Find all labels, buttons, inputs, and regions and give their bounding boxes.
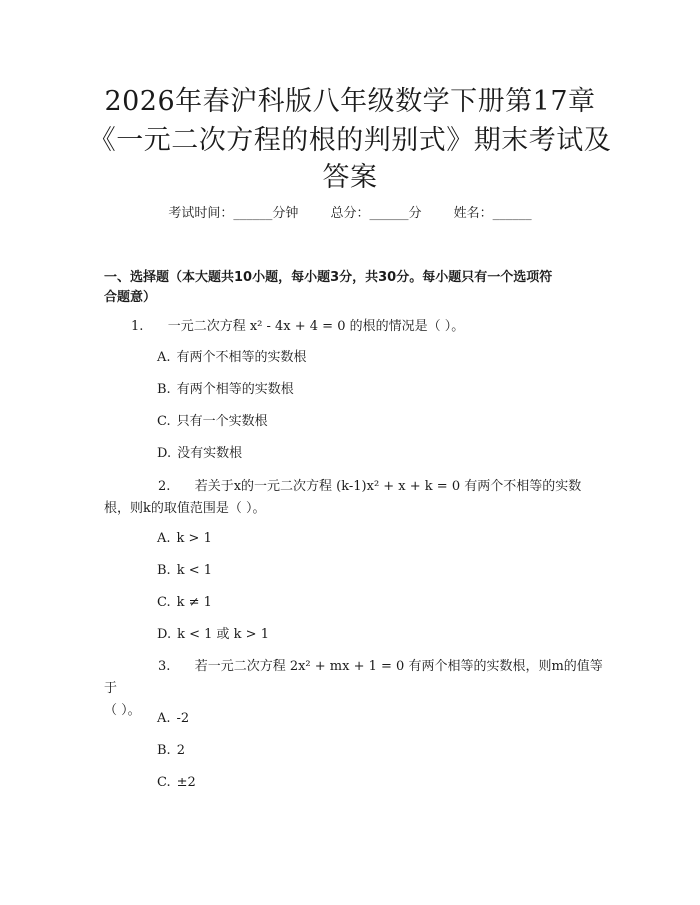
document-title-line-3: 答案: [322, 162, 378, 193]
option-text: k > 1: [176, 531, 212, 546]
section-heading: [104, 268, 604, 308]
option-label: D.: [157, 446, 172, 461]
question-2-text-line-1: 若关于x的一元二次方程 (k-1)x² + x + k = 0 有两个不相等的实数: [194, 479, 582, 494]
option-label: A.: [157, 531, 171, 546]
question-3-text-line-2: （ ）。: [104, 703, 141, 718]
question-2: [104, 476, 604, 520]
question-2-option-a: [157, 529, 212, 549]
option-text: 有两个相等的实数根: [176, 382, 294, 397]
option-text: ±2: [176, 775, 196, 790]
section-heading-line-1: 一、选择题（本大题共10小题，每小题3分，共30分。每小题只有一个选项符: [104, 270, 553, 285]
question-1: [131, 316, 601, 338]
question-3-text-line-1: 若一元二次方程 2x² + mx + 1 = 0 有两个相等的实数根，则m的值等于: [104, 659, 603, 696]
question-2-number: 2.: [158, 479, 171, 494]
question-1-option-b: [157, 380, 294, 400]
option-label: A.: [157, 350, 171, 365]
question-2-option-b: [157, 561, 212, 581]
question-2-text-line-2: 根，则k的取值范围是（ ）。: [104, 501, 266, 516]
question-3-option-a: [157, 709, 189, 729]
option-text: k ≠ 1: [176, 595, 212, 610]
exam-time: 考试时间：______分钟: [168, 206, 299, 221]
option-text: 有两个不相等的实数根: [176, 350, 307, 365]
option-label: C.: [157, 775, 171, 790]
question-1-option-d: [157, 444, 242, 464]
question-2-option-c: [157, 593, 212, 613]
option-text: k < 1: [176, 563, 212, 578]
question-3-option-c: [157, 773, 196, 793]
document-title-line-2: 《一元二次方程的根的判别式》期末考试及: [88, 125, 612, 156]
question-3-number: 3.: [158, 659, 171, 674]
option-label: D.: [157, 627, 172, 642]
option-label: B.: [157, 563, 171, 578]
student-name-field: 姓名：______: [453, 206, 532, 221]
option-text: 2: [176, 743, 185, 758]
option-text: k < 1 或 k > 1: [177, 627, 269, 642]
option-label: A.: [157, 711, 171, 726]
question-1-text: 一元二次方程 x² - 4x + 4 = 0 的根的情况是（ ）。: [167, 319, 465, 334]
option-text: -2: [176, 711, 190, 726]
question-1-option-c: [157, 412, 268, 432]
option-text: 只有一个实数根: [176, 414, 268, 429]
question-3-option-b: [157, 741, 185, 761]
section-heading-line-2: 合题意）: [104, 290, 157, 305]
document-title-line-1: 2026年春沪科版八年级数学下册第17章: [104, 86, 596, 117]
option-text: 没有实数根: [177, 446, 243, 461]
exam-meta: [0, 205, 700, 223]
question-1-option-a: [157, 348, 307, 368]
option-label: C.: [157, 595, 171, 610]
option-label: C.: [157, 414, 171, 429]
option-label: B.: [157, 382, 171, 397]
question-2-option-d: [157, 625, 269, 645]
exam-total-score: 总分：______分: [330, 206, 422, 221]
option-label: B.: [157, 743, 171, 758]
question-1-number: 1.: [131, 319, 144, 334]
